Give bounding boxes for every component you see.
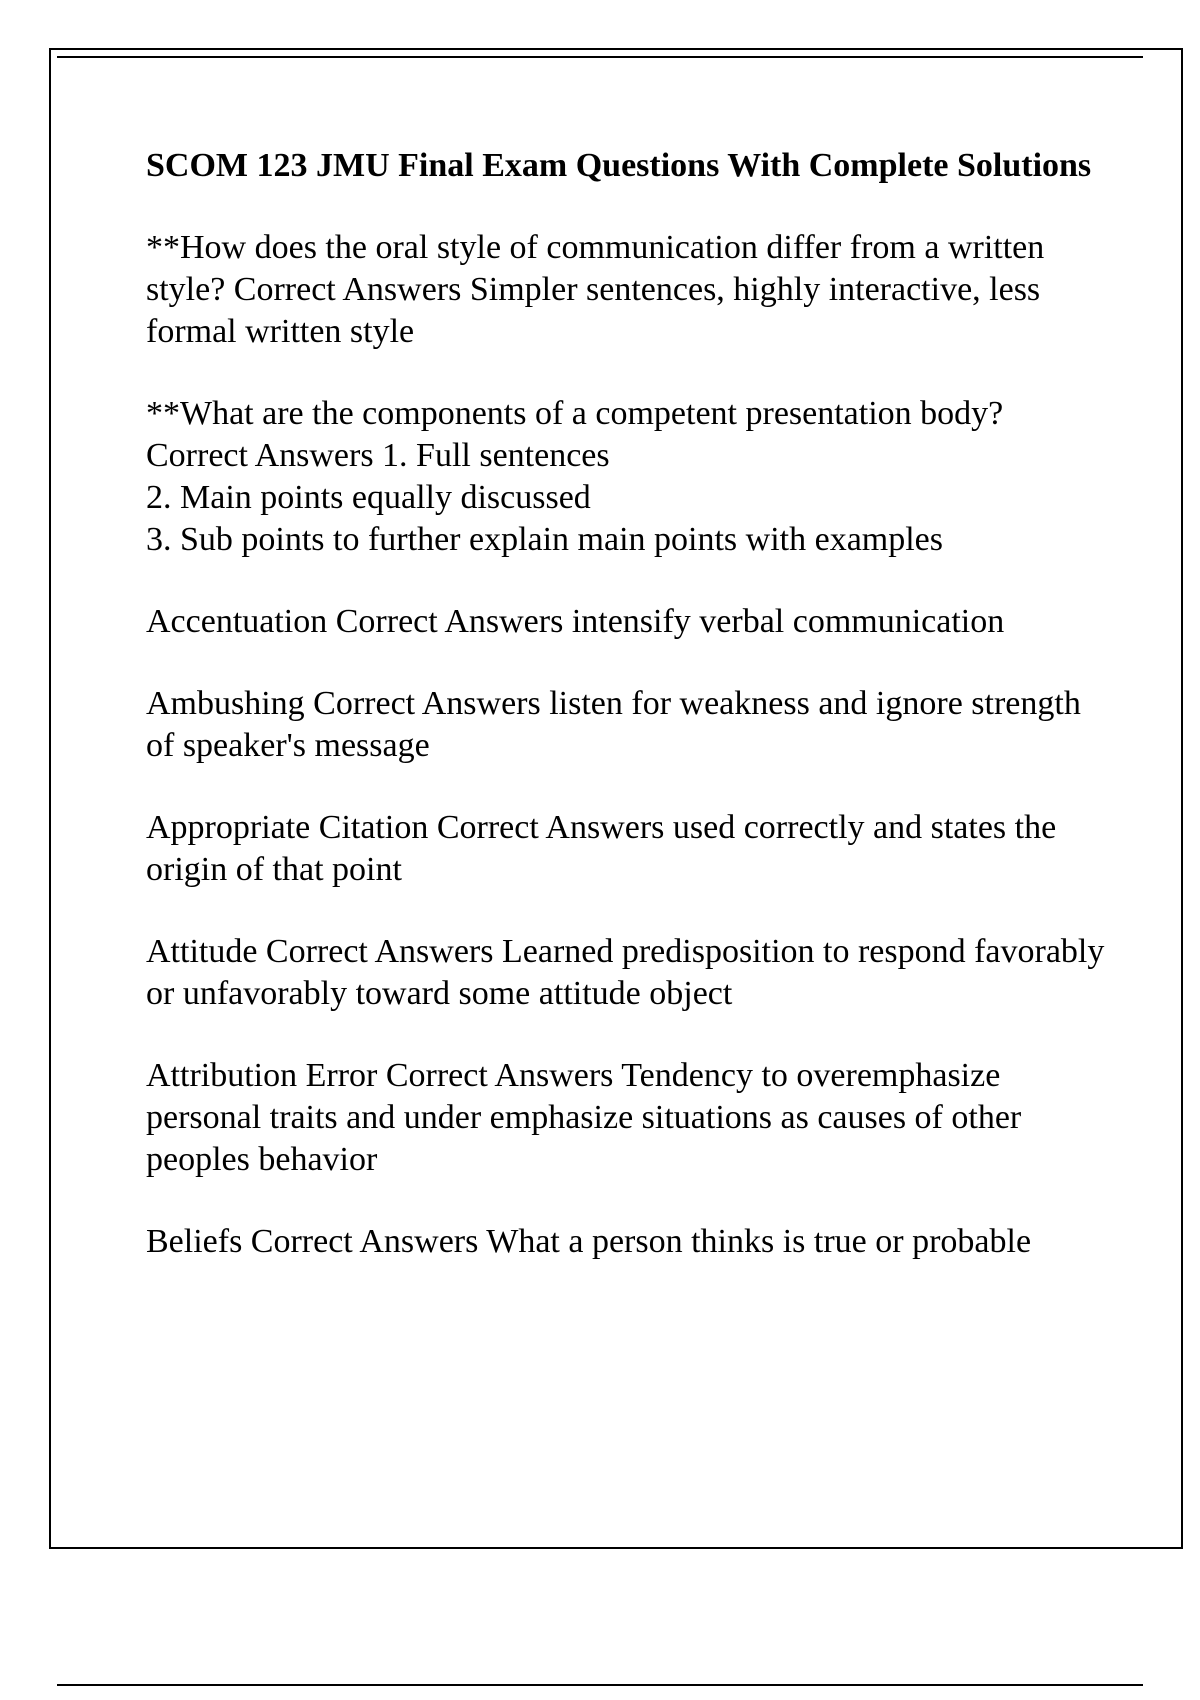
qa-item-attribution-error xyxy=(146,1055,1106,1181)
qa-item-beliefs xyxy=(146,1221,1106,1263)
qa-text: Ambushing Correct Answers listen for weakness and ignore strength of speaker's message xyxy=(146,685,1081,764)
qa-text: Appropriate Citation Correct Answers used correctly and states the origin of that point xyxy=(146,809,1057,888)
bottom-rule xyxy=(57,1684,1143,1686)
qa-item-accentuation xyxy=(146,601,1106,643)
qa-text: Attitude Correct Answers Learned predisposition to respond favorably or unfavorably toward some attitude object xyxy=(146,933,1105,1012)
qa-text: **What are the components of a competent presentation body? Correct Answers 1. Full sentences xyxy=(146,395,1004,474)
qa-item-attitude xyxy=(146,931,1106,1015)
qa-list-line-2: 2. Main points equally discussed xyxy=(146,479,591,516)
qa-text: Accentuation Correct Answers intensify verbal communication xyxy=(146,603,1005,640)
document-title: SCOM 123 JMU Final Exam Questions With Complete Solutions xyxy=(146,147,1092,184)
qa-item-ambushing xyxy=(146,683,1106,767)
qa-text: Beliefs Correct Answers What a person thinks is true or probable xyxy=(146,1223,1032,1260)
qa-list-line-3: 3. Sub points to further explain main points with examples xyxy=(146,521,944,558)
qa-item-oral-style xyxy=(146,227,1106,353)
top-rule xyxy=(57,56,1143,58)
qa-text: Attribution Error Correct Answers Tendency to overemphasize personal traits and under emphasize situations as causes of other peoples behavior xyxy=(146,1057,1022,1178)
document-body xyxy=(146,145,1106,1303)
qa-text: **How does the oral style of communication differ from a written style? Correct Answers Simpler sentences, highly interactive, less formal written style xyxy=(146,229,1045,350)
qa-item-appropriate-citation xyxy=(146,807,1106,891)
qa-item-presentation-body xyxy=(146,393,1106,561)
